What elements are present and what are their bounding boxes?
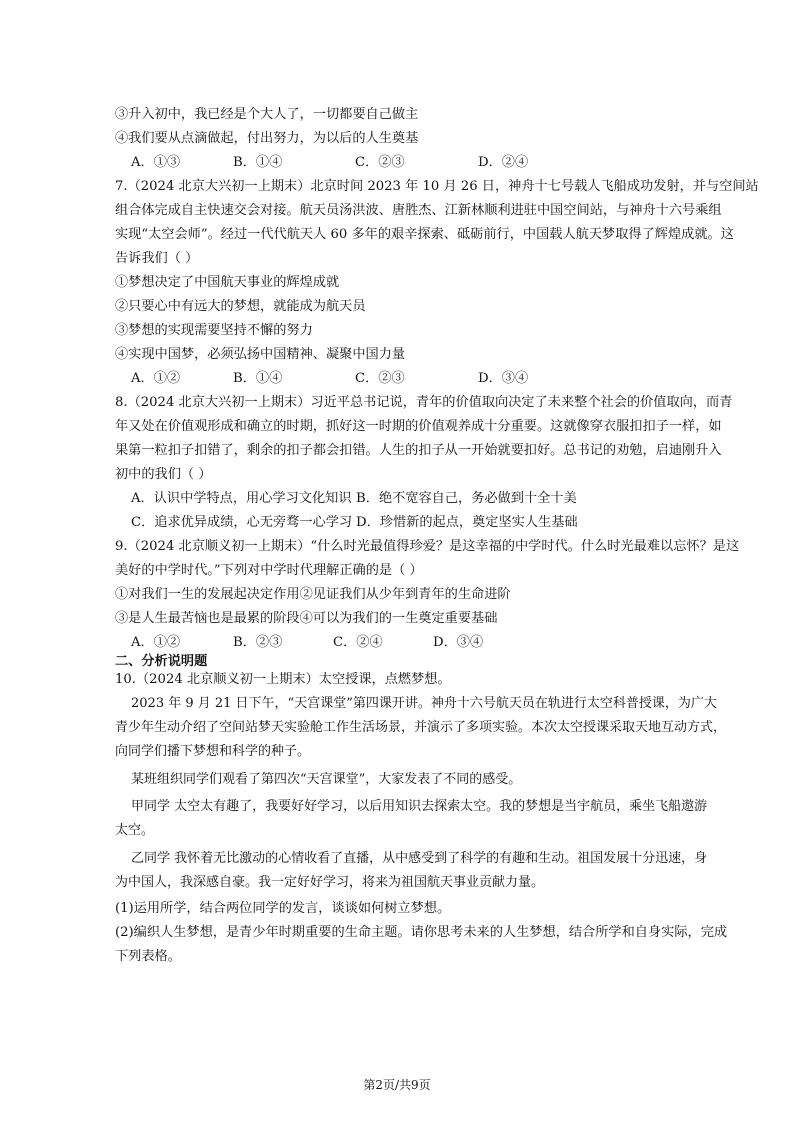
q10-passage-line-2: 青少年生动介绍了空间站梦天实验舱工作生活场景，并演示了多项实验。本次太空授课采取天地互动方式， bbox=[115, 720, 727, 735]
q7-statement-1: ①梦想决定了中国航天事业的辉煌成就 bbox=[115, 275, 340, 290]
page-footer: 第2页/共9页 bbox=[363, 1078, 431, 1092]
q10-passage-line-4: 某班组织同学们观看了第四次“天宫课堂”，大家发表了不同的感受。 bbox=[131, 772, 522, 787]
q10-student-a-line-2: 太空。 bbox=[115, 823, 155, 838]
q10-subquestion-1: (1)运用所学，结合两位同学的发言，谈谈如何树立梦想。 bbox=[115, 901, 451, 916]
q10-student-b-line-1: 乙同学 我怀着无比激动的心情收看了直播，从中感受到了科学的有趣和生动。祖国发展十分迅速，身 bbox=[131, 851, 708, 866]
q10-subquestion-2-line-2: 下列表格。 bbox=[115, 949, 181, 964]
q7-option-c: C．②③ bbox=[355, 371, 405, 386]
q7-stem-line-2: 组合体完成自主快速交会对接。航天员汤洪波、唐胜杰、江新林顺利进驻中国空间站，与神舟十六号乘组 bbox=[115, 203, 722, 218]
q10-student-a-line-1: 甲同学 太空太有趣了，我要好好学习，以后用知识去探索太空。我的梦想是当宇航员，乘坐飞船遨游 bbox=[131, 799, 708, 814]
q9-statements-2: ③是人生最苦恼也是最累的阶段④可以为我们的一生奠定重要基础 bbox=[115, 611, 498, 626]
q8-stem-line-2: 年又处在价值观形成和确立的时期，抓好这一时期的价值观养成十分重要。这就像穿衣服扣扣子一样，如 bbox=[115, 419, 722, 434]
q8-option-a: A．认识中学特点，用心学习文化知识 bbox=[131, 491, 352, 506]
q10-title: 10.（2024 北京顺义初一上期末）太空授课，点燃梦想。 bbox=[115, 672, 451, 687]
q7-statement-2: ②只要心中有远大的梦想，就能成为航天员 bbox=[115, 299, 366, 314]
q10-student-b-line-2: 为中国人，我深感自豪。我一定好好学习，将来为祖国航天事业贡献力量。 bbox=[115, 875, 545, 890]
section-heading: 二、分析说明题 bbox=[115, 654, 208, 669]
q6-option-d: D．②④ bbox=[478, 155, 529, 170]
q8-option-c: C．追求优异成绩，心无旁骛一心学习 bbox=[131, 515, 353, 530]
q8-stem-line-3: 果第一粒扣子扣错了，剩余的扣子都会扣错。人生的扣子从一开始就要扣好。总书记的劝勉，启迪刚升入 bbox=[115, 443, 722, 458]
q10-passage-line-1: 2023 年 9 月 21 日下午，“天宫课堂”第四课开讲。神舟十六号航天员在轨进行太空科普授课，为广大 bbox=[131, 696, 717, 711]
q7-stem-line-1: 7.（2024 北京大兴初一上期末）北京时间 2023 年 10 月 26 日，神舟十七号载人飞船成功发射，并与空间站 bbox=[115, 179, 759, 194]
q10-passage-line-3: 向同学们播下梦想和科学的种子。 bbox=[115, 744, 311, 759]
q9-stem-line-2: 美好的中学时代。”下列对中学时代理解正确的是（ ） bbox=[115, 563, 423, 578]
q6-option-b: B．①④ bbox=[233, 155, 283, 170]
q10-subquestion-2-line-1: (2)编织人生梦想，是青少年时期重要的生命主题。请你思考未来的人生梦想，结合所学和自身实际，完成 bbox=[115, 925, 728, 940]
q6-option-c: C．②③ bbox=[355, 155, 405, 170]
q7-stem-line-4: 告诉我们（ ） bbox=[115, 251, 199, 266]
q9-option-a: A．①② bbox=[131, 635, 181, 650]
q9-option-c: C．②④ bbox=[333, 635, 383, 650]
q9-statements-1: ①对我们一生的发展起决定作用②见证我们从少年到青年的生命进阶 bbox=[115, 587, 511, 602]
q9-stem-line-1: 9.（2024 北京顺义初一上期末）“什么时光最值得珍爱？是这幸福的中学时代。什么时光最难以忘怀？是这 bbox=[115, 539, 740, 554]
q8-option-d: D．珍惜新的起点，奠定坚实人生基础 bbox=[356, 515, 578, 530]
q7-statement-3: ③梦想的实现需要坚持不懈的努力 bbox=[115, 323, 313, 338]
q7-stem-line-3: 实现“太空会师”。经过一代代航天人 60 多年的艰辛探索、砥砺前行，中国载人航天梦取得了辉煌成就。这 bbox=[115, 227, 734, 242]
q7-option-a: A．①② bbox=[131, 371, 181, 386]
q6-option-a: A．①③ bbox=[131, 155, 181, 170]
q6-statement-4: ④我们要从点滴做起，付出努力，为以后的人生奠基 bbox=[115, 131, 419, 146]
q7-option-d: D．③④ bbox=[478, 371, 529, 386]
q7-option-b: B．①④ bbox=[233, 371, 283, 386]
q8-stem-line-1: 8.（2024 北京大兴初一上期末）习近平总书记说，青年的价值取向决定了未来整个社会的价值取向，而青 bbox=[115, 395, 733, 410]
q9-option-b: B．②③ bbox=[233, 635, 283, 650]
q9-option-d: D．③④ bbox=[433, 635, 484, 650]
q8-stem-line-4: 初中的我们（ ） bbox=[115, 467, 212, 482]
q7-statement-4: ④实现中国梦，必须弘扬中国精神、凝聚中国力量 bbox=[115, 347, 406, 362]
q6-statement-3: ③升入初中，我已经是个大人了，一切都要自己做主 bbox=[115, 107, 419, 122]
q8-option-b: B．绝不宽容自己，务必做到十全十美 bbox=[356, 491, 577, 506]
